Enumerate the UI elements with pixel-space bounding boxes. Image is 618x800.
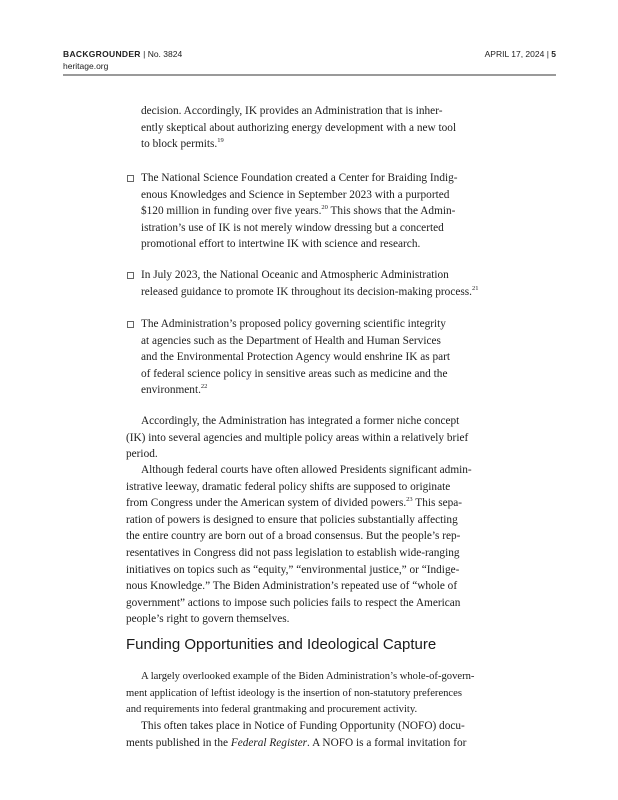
text-line: Although federal courts have often allowed Presidents significant admin-	[141, 464, 472, 476]
page-number: 5	[551, 49, 556, 59]
text-line: decision. Accordingly, IK provides an Administration that is inher-	[141, 105, 443, 117]
date-page: APRIL 17, 2024 | 5	[484, 49, 556, 59]
report-number: No. 3824	[147, 49, 183, 59]
text-line: the entire country are born out of a broad consensus. But the people’s rep-	[126, 530, 461, 543]
text-line: ration of powers is designed to ensure that policies substantially affecting	[126, 513, 458, 526]
text-line: ment application of leftist ideology is the insertion of non-statutory preferences	[126, 687, 462, 699]
text-line: Accordingly, the Administration has integrated a former niche concept	[141, 415, 460, 427]
text-line: to block permits.$^{19}$	[141, 137, 224, 151]
bullet-marker-icon	[127, 321, 134, 328]
text-line: A largely overlooked example of the Biden Administration’s whole-of-govern-	[141, 671, 475, 682]
text-line: released guidance to promote IK throughout its decision-making process.$^{21}$	[141, 284, 479, 298]
body-paragraph	[126, 413, 468, 463]
text-line: environment.$^{22}$	[141, 383, 208, 397]
bullet-item	[141, 170, 458, 253]
body-paragraph	[126, 462, 472, 628]
text-line: The National Science Foundation created a Center for Braiding Indig-	[141, 172, 458, 184]
text-line: In July 2023, the National Oceanic and Atmospheric Administration	[141, 269, 449, 281]
publication-info: BACKGROUNDER | No. 3824 heritage.org	[63, 49, 183, 71]
text-line: people’s right to govern themselves.	[126, 613, 290, 626]
text-line: period.	[126, 448, 158, 461]
series-name: BACKGROUNDER	[63, 49, 141, 59]
text-line: resentatives in Congress did not pass legislation to establish wide-ranging	[126, 546, 460, 559]
header-rule	[63, 74, 556, 76]
section-heading: Funding Opportunities and Ideological Capture	[126, 636, 437, 653]
bullet-marker-icon	[127, 175, 134, 182]
text-line: government” actions to impose such policies fails to respect the American	[126, 596, 461, 609]
text-line: and requirements into federal grantmaking and procurement activity.	[126, 704, 418, 716]
intro-paragraph	[141, 103, 456, 153]
text-line: enous Knowledges and Science in September 2023 with a purported	[141, 188, 450, 201]
text-line: The Administration’s proposed policy governing scientific integrity	[141, 318, 446, 330]
text-line: (IK) into several agencies and multiple policy areas within a relatively brief	[126, 431, 469, 444]
text-line: from Congress under the American system of divided powers.$^{23}$ This sepa-	[126, 496, 463, 510]
bullet-item	[141, 316, 450, 399]
footnote-ref: 19	[217, 137, 224, 145]
bullet-item	[141, 267, 478, 300]
text-line: This often takes place in Notice of Funding Opportunity (NOFO) docu-	[141, 720, 465, 732]
text-line: promotional effort to intertwine IK with science and research.	[141, 238, 421, 251]
text-line: of federal science policy in sensitive areas such as medicine and the	[141, 367, 448, 380]
text-line: ently skeptical about authorizing energy development with a new tool	[141, 121, 457, 134]
text-line: istration’s use of IK is not merely window dressing but a concerted	[141, 221, 444, 234]
text-line: initiatives on topics such as “equity,” “environmental justice,” or “Indige-	[126, 563, 460, 576]
text-line: at agencies such as the Department of Health and Human Services	[141, 334, 441, 347]
publication-title: Federal Register	[230, 736, 308, 749]
body-paragraph	[126, 718, 466, 751]
footnote-ref: 20	[321, 204, 328, 212]
text-line: $120 million in funding over five years.$^{20}$ This shows that the Admin-	[141, 204, 456, 218]
publication-date: APRIL 17, 2024	[484, 49, 545, 59]
body-paragraph	[126, 669, 474, 719]
text-line: and the Environmental Protection Agency would enshrine IK as part	[141, 351, 451, 364]
text-line: nous Knowledge.” The Biden Administration’s repeated use of “whole of	[126, 580, 458, 593]
site-url: heritage.org	[63, 61, 109, 71]
text-line: ments published in the Federal Register. A NOFO is a formal invitation for	[126, 736, 467, 749]
footnote-ref: 23	[406, 496, 413, 504]
footnote-ref: 22	[200, 383, 208, 391]
text-line: istrative leeway, dramatic federal policy shifts are supposed to originate	[126, 480, 451, 493]
bullet-marker-icon	[127, 272, 134, 279]
footnote-ref: 21	[471, 284, 479, 292]
